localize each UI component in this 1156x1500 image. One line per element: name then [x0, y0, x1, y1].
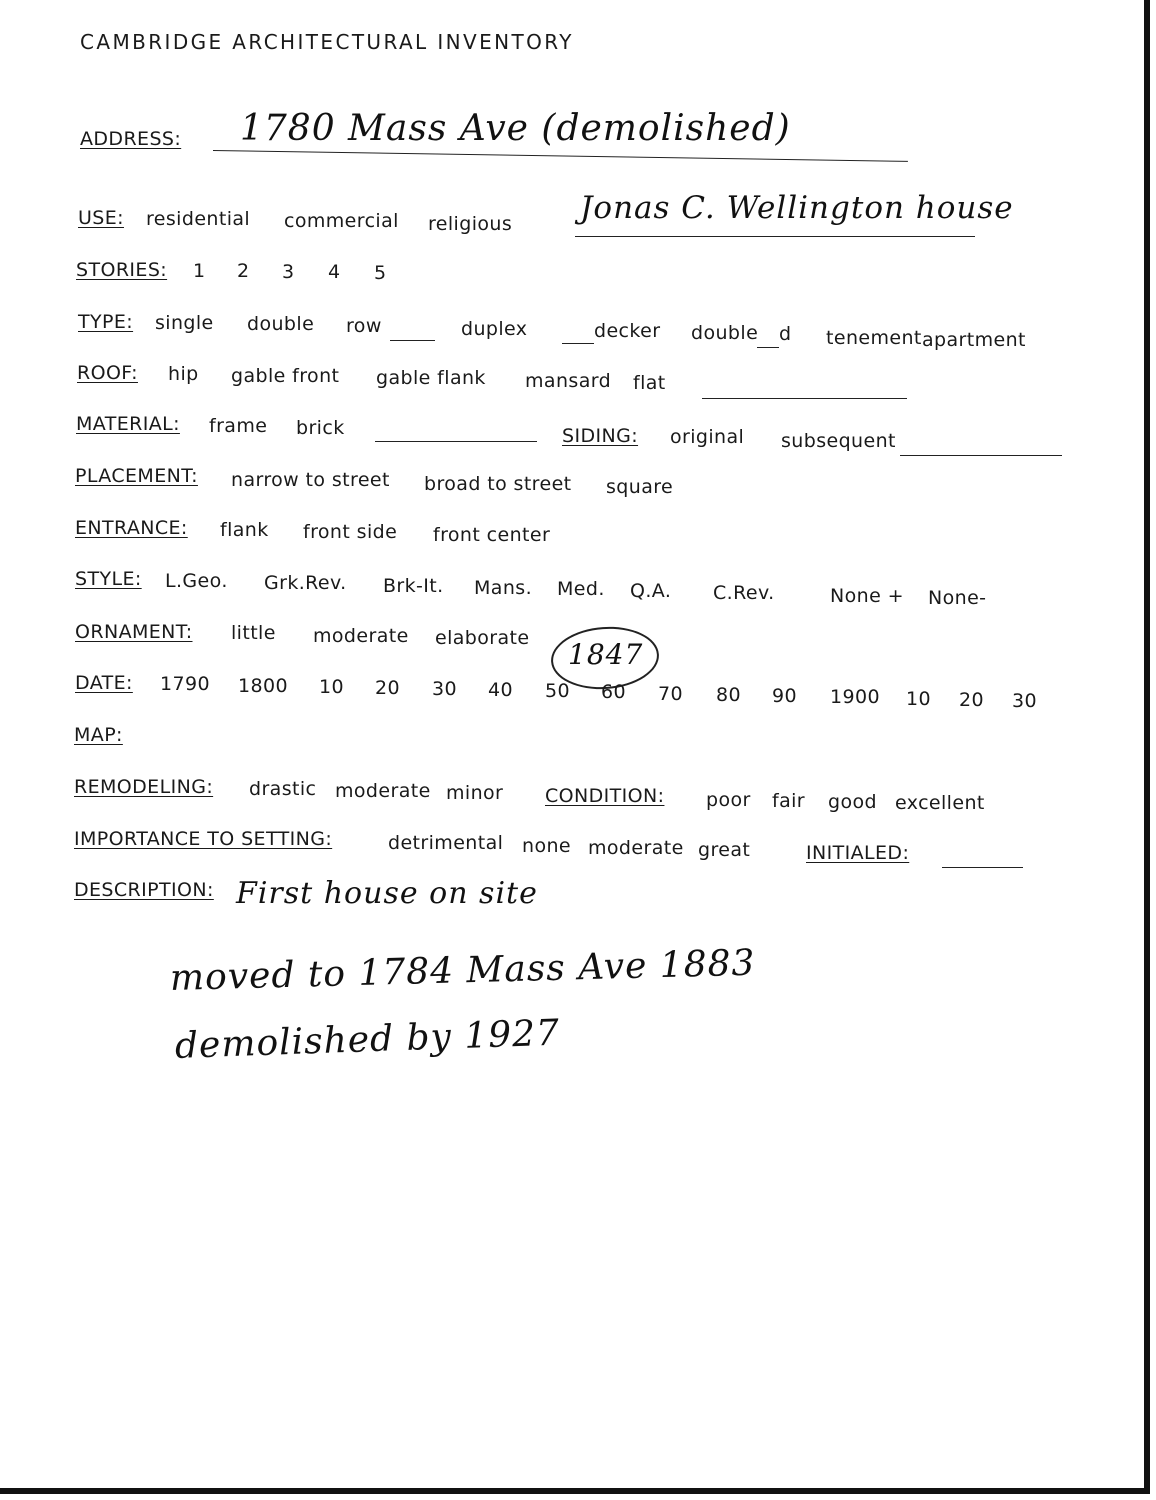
- date-option: 1900: [830, 686, 880, 708]
- date-option: 30: [432, 678, 457, 700]
- remodeling-option-drastic: drastic: [249, 778, 317, 800]
- condition-option-poor: poor: [706, 789, 751, 811]
- description-line: moved to 1784 Mass Ave 1883: [169, 942, 756, 999]
- entrance-label: ENTRANCE:: [75, 517, 188, 539]
- use-name-line: [575, 236, 975, 237]
- date-option: 90: [772, 685, 797, 707]
- stories-option: 3: [282, 261, 295, 283]
- stories-option: 1: [193, 260, 206, 282]
- importance-option-none: none: [522, 835, 571, 857]
- date-option: 30: [1012, 690, 1037, 712]
- placement-label: PLACEMENT:: [75, 465, 198, 487]
- date-option: 20: [375, 677, 400, 699]
- style-option: None-: [928, 587, 987, 609]
- date-option: 1800: [238, 675, 288, 697]
- address-label: ADDRESS:: [80, 128, 182, 150]
- date-option: 1790: [160, 673, 210, 695]
- importance-option-moderate: moderate: [588, 837, 684, 859]
- type-option-d: d: [779, 323, 792, 345]
- date-option: 10: [319, 676, 344, 698]
- siding-option-original: original: [670, 426, 745, 448]
- style-option: C.Rev.: [713, 582, 775, 604]
- placement-option-narrow: narrow to street: [231, 469, 390, 491]
- date-option: 50: [545, 680, 570, 702]
- type-option-double-decker: double: [691, 322, 759, 344]
- style-option: None +: [830, 585, 904, 607]
- description-line: demolished by 1927: [174, 1012, 561, 1067]
- type-option-decker: decker: [594, 320, 661, 342]
- date-option: 60: [601, 681, 626, 703]
- material-label: MATERIAL:: [76, 413, 180, 435]
- style-label: STYLE:: [75, 568, 142, 590]
- date-option: 20: [959, 689, 984, 711]
- type-label: TYPE:: [78, 311, 134, 333]
- remodeling-option-minor: minor: [446, 782, 504, 804]
- entrance-option-front-center: front center: [433, 524, 551, 546]
- entrance-option-front-side: front side: [303, 521, 398, 543]
- roof-option-hip: hip: [168, 363, 199, 385]
- type-row-blank: [390, 340, 435, 341]
- ornament-option-moderate: moderate: [313, 625, 409, 647]
- description-line: First house on site: [236, 876, 538, 911]
- date-label: DATE:: [75, 672, 133, 694]
- condition-label: CONDITION:: [545, 785, 665, 807]
- use-option-religious: religious: [428, 213, 513, 235]
- placement-option-broad: broad to street: [424, 473, 572, 495]
- importance-option-detrimental: detrimental: [388, 832, 504, 854]
- stories-option: 2: [237, 260, 250, 282]
- description-label: DESCRIPTION:: [74, 879, 214, 901]
- date-handwritten: 1847: [568, 638, 644, 671]
- type-option-double: double: [247, 313, 315, 335]
- placement-option-square: square: [606, 476, 674, 498]
- siding-other-blank: [900, 455, 1062, 456]
- ornament-option-elaborate: elaborate: [435, 627, 530, 649]
- date-option: 40: [488, 679, 513, 701]
- material-option-brick: brick: [296, 417, 345, 439]
- style-option: Mans.: [474, 577, 533, 599]
- address-value: 1780 Mass Ave (demolished): [240, 108, 791, 149]
- initialed-label: INITIALED:: [806, 842, 910, 864]
- condition-option-fair: fair: [772, 790, 806, 812]
- type-decker-blank: [562, 343, 594, 344]
- siding-option-subsequent: subsequent: [781, 430, 896, 452]
- map-label: MAP:: [74, 724, 123, 746]
- roof-option-gable-front: gable front: [231, 365, 340, 387]
- use-option-residential: residential: [146, 208, 251, 230]
- date-option: 10: [906, 688, 931, 710]
- style-option: Grk.Rev.: [264, 572, 347, 594]
- style-option: L.Geo.: [165, 570, 228, 592]
- importance-option-great: great: [698, 839, 751, 861]
- siding-label: SIDING:: [562, 425, 639, 447]
- form-title: CAMBRIDGE ARCHITECTURAL INVENTORY: [80, 30, 574, 54]
- stories-label: STORIES:: [76, 259, 168, 281]
- roof-option-flat: flat: [633, 372, 666, 394]
- initialed-blank: [942, 867, 1023, 868]
- material-other-blank: [375, 441, 537, 442]
- entrance-option-flank: flank: [220, 519, 269, 541]
- roof-other-blank: [702, 398, 907, 399]
- remodeling-option-moderate: moderate: [335, 780, 431, 802]
- remodeling-label: REMODELING:: [74, 776, 214, 798]
- roof-label: ROOF:: [77, 362, 138, 384]
- condition-option-good: good: [828, 791, 877, 813]
- material-option-frame: frame: [209, 415, 268, 437]
- stories-option: 4: [328, 261, 341, 283]
- roof-option-mansard: mansard: [525, 370, 612, 392]
- house-name: Jonas C. Wellington house: [580, 190, 1014, 226]
- date-option: 70: [658, 683, 683, 705]
- ornament-option-little: little: [231, 622, 276, 644]
- type-double-blank: [757, 347, 779, 348]
- importance-label: IMPORTANCE TO SETTING:: [74, 828, 333, 850]
- ornament-label: ORNAMENT:: [75, 621, 193, 643]
- date-option: 80: [716, 684, 741, 706]
- style-option: Med.: [557, 578, 605, 600]
- condition-option-excellent: excellent: [895, 792, 985, 814]
- style-option: Q.A.: [630, 580, 672, 602]
- type-option-single: single: [155, 312, 214, 334]
- type-option-tenement: tenement: [826, 327, 922, 349]
- stories-option: 5: [374, 262, 387, 284]
- type-option-duplex: duplex: [461, 318, 528, 340]
- type-option-apartment: apartment: [922, 329, 1026, 351]
- style-option: Brk-It.: [383, 575, 444, 597]
- roof-option-gable-flank: gable flank: [376, 367, 486, 389]
- type-option-row: row: [346, 315, 382, 337]
- use-label: USE:: [78, 207, 124, 229]
- use-option-commercial: commercial: [284, 210, 399, 232]
